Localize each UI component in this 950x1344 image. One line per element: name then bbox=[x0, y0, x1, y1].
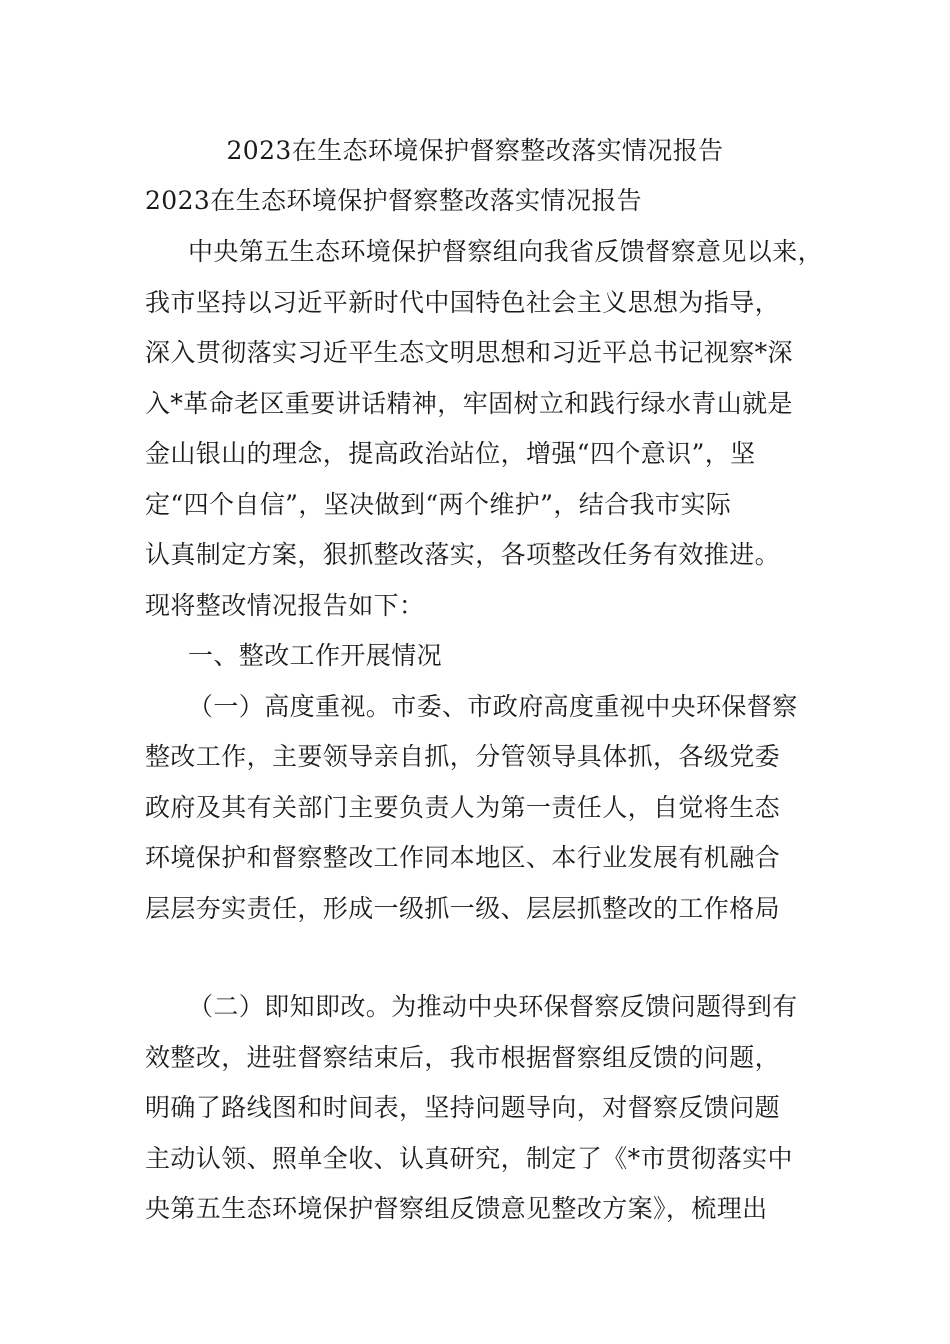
paragraph1-line: 政府及其有关部门主要负责人为第一责任人，自觉将生态 bbox=[145, 793, 781, 822]
intro-line: 深入贯彻落实习近平生态文明思想和习近平总书记视察*深 bbox=[145, 338, 793, 367]
paragraph2-line: （二）即知即改。为推动中央环保督察反馈问题得到有 bbox=[188, 992, 798, 1021]
document-subtitle: 2023在生态环境保护督察整改落实情况报告 bbox=[145, 186, 643, 215]
paragraph1-line: （一）高度重视。市委、市政府高度重视中央环保督察 bbox=[188, 692, 798, 721]
paragraph2-line: 效整改，进驻督察结束后，我市根据督察组反馈的问题， bbox=[145, 1043, 781, 1072]
paragraph2-line: 明确了路线图和时间表，坚持问题导向，对督察反馈问题 bbox=[145, 1093, 781, 1122]
intro-line: 我市坚持以习近平新时代中国特色社会主义思想为指导， bbox=[145, 288, 781, 317]
intro-line: 中央第五生态环境保护督察组向我省反馈督察意见以来， bbox=[188, 237, 824, 266]
intro-line: 认真制定方案，狠抓整改落实，各项整改任务有效推进。 bbox=[145, 540, 781, 569]
paragraph2-line: 主动认领、照单全收、认真研究，制定了《*市贯彻落实中 bbox=[145, 1144, 793, 1173]
intro-line: 定“四个自信”，坚决做到“两个维护”，结合我市实际 bbox=[145, 490, 732, 519]
document-title: 2023在生态环境保护督察整改落实情况报告 bbox=[226, 136, 724, 165]
intro-line: 金山银山的理念，提高政治站位，增强“四个意识”，坚 bbox=[145, 439, 756, 468]
paragraph1-line: 层层夯实责任，形成一级抓一级、层层抓整改的工作格局 bbox=[145, 894, 781, 923]
intro-line: 入*革命老区重要讲话精神，牢固树立和践行绿水青山就是 bbox=[145, 389, 793, 418]
paragraph1-line: 整改工作，主要领导亲自抓，分管领导具体抓，各级党委 bbox=[145, 742, 781, 771]
paragraph1-line: 环境保护和督察整改工作同本地区、本行业发展有机融合 bbox=[145, 843, 781, 872]
section-heading: 一、整改工作开展情况 bbox=[188, 641, 443, 670]
paragraph2-line: 央第五生态环境保护督察组反馈意见整改方案》，梳理出 bbox=[145, 1194, 768, 1223]
intro-line: 现将整改情况报告如下： bbox=[145, 591, 425, 620]
